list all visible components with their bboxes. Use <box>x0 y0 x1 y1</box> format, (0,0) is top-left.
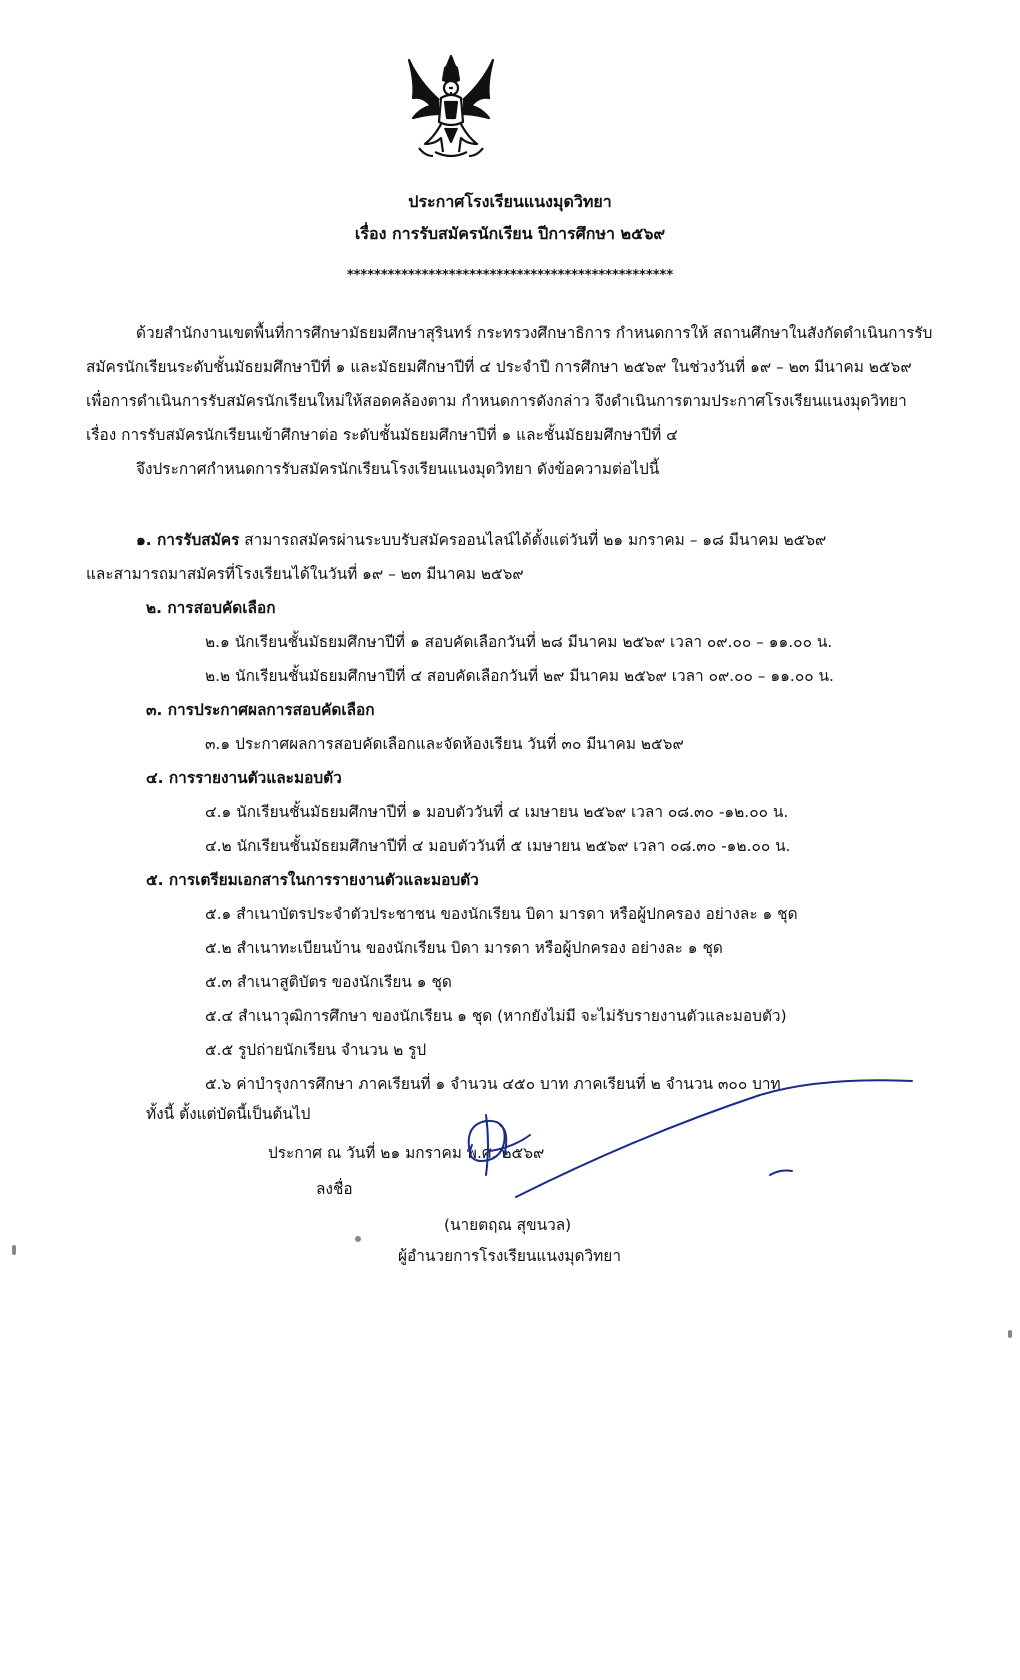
signature-label: ลงชื่อ <box>316 1180 353 1198</box>
scan-speck <box>12 1245 16 1255</box>
section-1-line <box>136 527 826 552</box>
scan-speck <box>1008 1330 1012 1338</box>
signer-name: (นายตฤณ สุขนวล) <box>444 1216 572 1234</box>
section-4-item: ๔.๑ นักเรียนชั้นมัธยมศึกษาปีที่ ๑ มอบตัววันที่ ๔ เมษายน ๒๕๖๙ เวลา ๐๘.๓๐ -๑๒.๐๐ น. <box>205 803 789 821</box>
section-1-text-2: และสามารถมาสมัครที่โรงเรียนได้ในวันที่ ๑๙ – ๒๓ มีนาคม ๒๕๖๙ <box>86 565 524 583</box>
signer-position: ผู้อำนวยการโรงเรียนแนงมุดวิทยา <box>398 1247 621 1265</box>
announcement-subject: เรื่อง การรับสมัครนักเรียน ปีการศึกษา ๒๕๖๙ <box>354 224 666 243</box>
scan-speck <box>355 1236 361 1242</box>
garuda-emblem-icon <box>405 52 497 164</box>
section-1-heading: ๑. การรับสมัคร <box>136 531 240 549</box>
section-2-item: ๒.๑ นักเรียนชั้นมัธยมศึกษาปีที่ ๑ สอบคัดเลือกวันที่ ๒๘ มีนาคม ๒๕๖๙ เวลา ๐๙.๐๐ – ๑๑.๐๐ น. <box>205 633 833 651</box>
section-5-item: ๕.๕ รูปถ่ายนักเรียน จำนวน ๒ รูป <box>205 1041 427 1059</box>
intro-paragraph <box>86 316 936 486</box>
section-3-heading: ๓. การประกาศผลการสอบคัดเลือก <box>146 701 375 719</box>
intro-text-1: ด้วยสำนักงานเขตพื้นที่การศึกษามัธยมศึกษาสุรินทร์ กระทรวงศึกษาธิการ กำหนดการให้ สถานศึกษาในสังกัดดำเนินการรับสมัครนักเรียนระดับชั้นมัธยมศึกษาปีที่ ๑ และมัธยมศึกษาปีที่ ๔ ประจำปี การศึกษา ๒๕๖๙ ในช่วงวันที่ ๑๙ – ๒๓ มีนาคม ๒๕๖๙ เพื่อการดำเนินการรับสมัครนักเรียนใหม่ให้สอดคล้องตาม กำหนดการดังกล่าว จึงดำเนินการตามประกาศโรงเรียนแนงมุดวิทยา เรื่อง การรับสมัครนักเรียนเข้าศึกษาต่อ ระดับชั้นมัธยมศึกษาปีที่ ๑ และชั้นมัธยมศึกษาปีที่ ๔ <box>86 324 933 444</box>
handwritten-signature-icon <box>460 1065 920 1225</box>
section-4-heading: ๔. การรายงานตัวและมอบตัว <box>146 769 342 787</box>
effective-statement: ทั้งนี้ ตั้งแต่บัดนี้เป็นต้นไป <box>146 1105 311 1123</box>
announcement-title: ประกาศโรงเรียนแนงมุดวิทยา <box>408 192 612 211</box>
section-2-heading: ๒. การสอบคัดเลือก <box>146 599 276 617</box>
section-5-heading: ๕. การเตรียมเอกสารในการรายงานตัวและมอบตัว <box>146 871 479 889</box>
announcement-date: ประกาศ ณ วันที่ ๒๑ มกราคม พ.ศ. ๒๕๖๙ <box>268 1144 545 1162</box>
section-5-item: ๕.๑ สำเนาบัตรประจำตัวประชาชน ของนักเรียน บิดา มารดา หรือผู้ปกครอง อย่างละ ๑ ชุด <box>205 905 798 923</box>
section-5-item: ๕.๓ สำเนาสูติบัตร ของนักเรียน ๑ ชุด <box>205 973 452 991</box>
intro-text-2: จึงประกาศกำหนดการรับสมัครนักเรียนโรงเรียนแนงมุดวิทยา ดังข้อความต่อไปนี้ <box>136 460 660 478</box>
section-5-item: ๕.๔ สำเนาวุฒิการศึกษา ของนักเรียน ๑ ชุด (หากยังไม่มี จะไม่รับรายงานตัวและมอบตัว) <box>205 1007 787 1025</box>
section-2-item: ๒.๒ นักเรียนชั้นมัธยมศึกษาปีที่ ๔ สอบคัดเลือกวันที่ ๒๙ มีนาคม ๒๕๖๙ เวลา ๐๙.๐๐ – ๑๑.๐๐ น. <box>205 667 834 685</box>
section-4-item: ๔.๒ นักเรียนชั้นมัธยมศึกษาปีที่ ๔ มอบตัววันที่ ๕ เมษายน ๒๕๖๙ เวลา ๐๘.๓๐ -๑๒.๐๐ น. <box>205 837 791 855</box>
section-5-item: ๕.๖ ค่าบำรุงการศึกษา ภาคเรียนที่ ๑ จำนวน ๔๕๐ บาท ภาคเรียนที่ ๒ จำนวน ๓๐๐ บาท <box>205 1075 781 1093</box>
section-1-text: สามารถสมัครผ่านระบบรับสมัครออนไลน์ได้ตั้งแต่วันที่ ๒๑ มกราคม – ๑๘ มีนาคม ๒๕๖๙ <box>244 531 827 549</box>
section-5-item: ๕.๒ สำเนาทะเบียนบ้าน ของนักเรียน บิดา มารดา หรือผู้ปกครอง อย่างละ ๑ ชุด <box>205 939 723 957</box>
separator: ************************************************ <box>346 268 674 283</box>
section-3-item: ๓.๑ ประกาศผลการสอบคัดเลือกและจัดห้องเรียน วันที่ ๓๐ มีนาคม ๒๕๖๙ <box>205 735 684 753</box>
